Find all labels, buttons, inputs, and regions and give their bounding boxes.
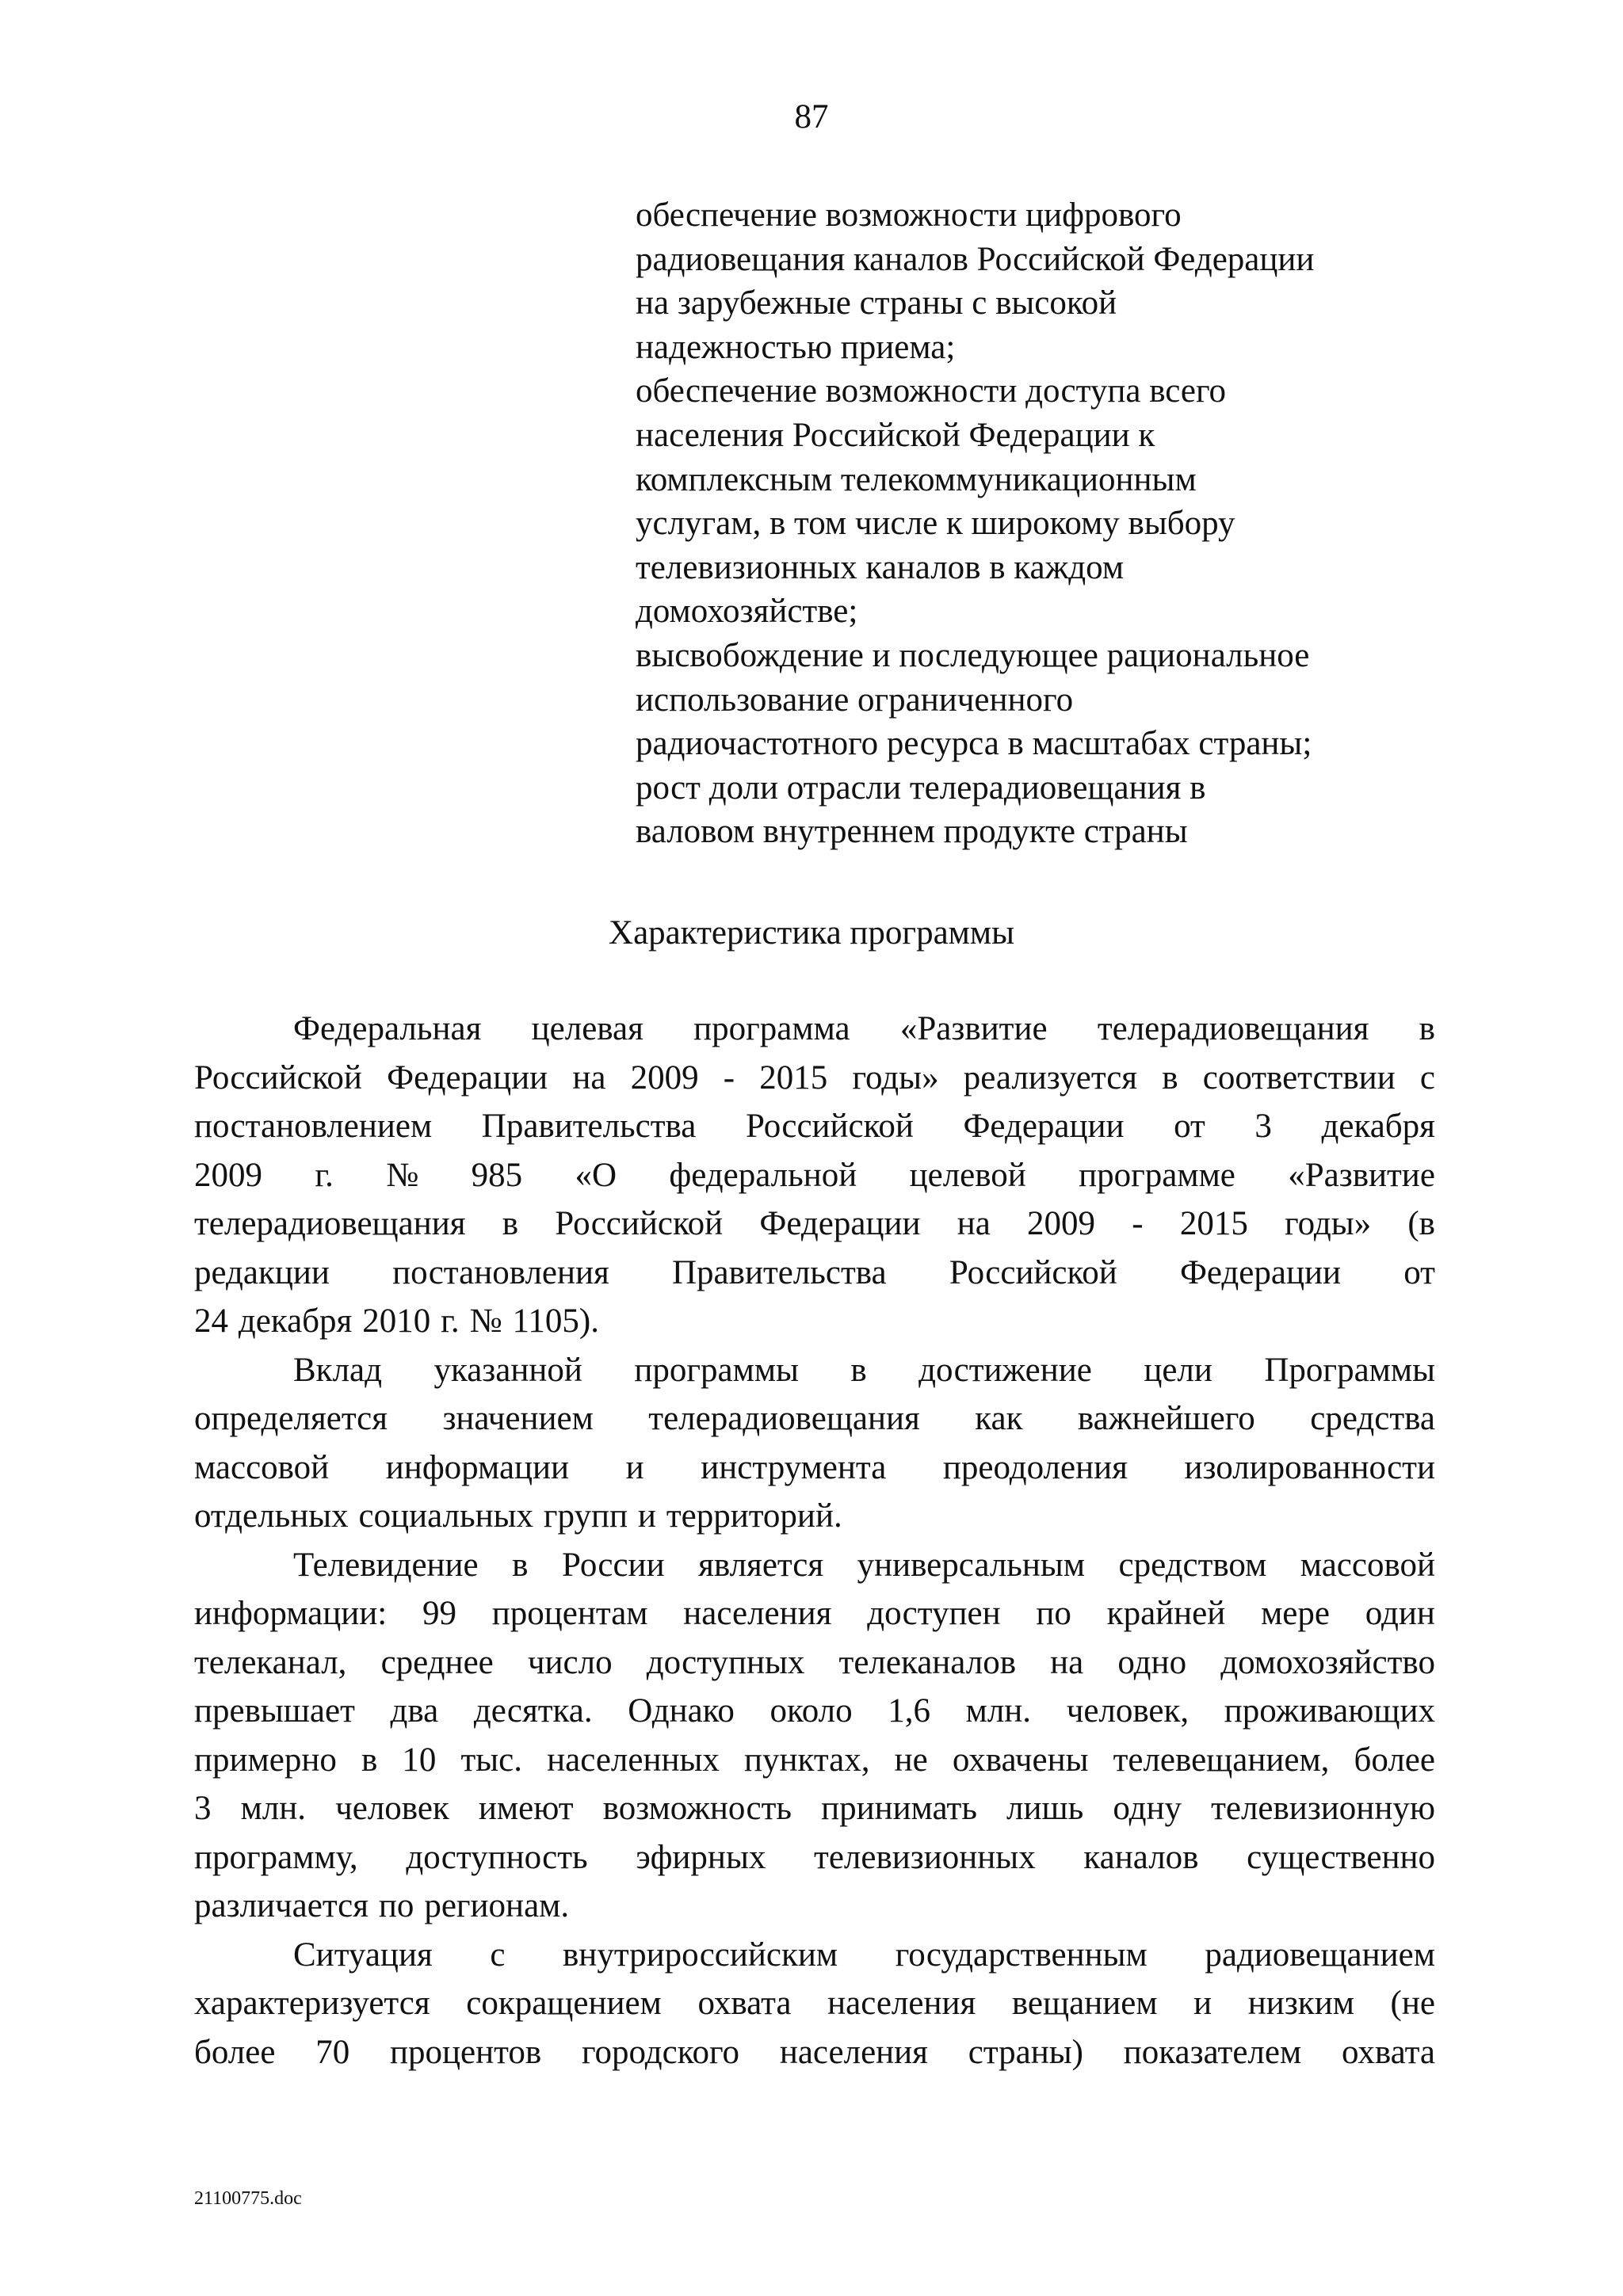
word: имеют: [478, 1790, 574, 1827]
word: Телевидение: [293, 1546, 479, 1584]
word: (не: [1390, 1985, 1435, 2022]
word: 985: [471, 1156, 523, 1194]
word: населения: [779, 2033, 928, 2071]
word: городского: [581, 2033, 740, 2071]
word: телерадиовещания: [648, 1400, 920, 1437]
word: декабря: [1321, 1108, 1435, 1145]
word: радиовещанием: [1205, 1936, 1435, 1974]
word: Однако: [628, 1692, 735, 1730]
paragraph-line: [194, 1784, 1435, 1833]
word: Российской: [555, 1205, 724, 1242]
word: -: [723, 1058, 735, 1097]
word: информации:: [194, 1595, 388, 1632]
word: является: [698, 1546, 824, 1584]
word: значением: [442, 1400, 594, 1437]
word: определяется: [194, 1400, 388, 1437]
word: от: [1403, 1253, 1435, 1291]
goals-list-line: на зарубежные страны с высокой: [636, 284, 1117, 322]
word: информации: [385, 1448, 570, 1486]
paragraph-line: [194, 1346, 1435, 1395]
word: низким: [1247, 1985, 1354, 2022]
word: как: [975, 1400, 1023, 1437]
word: различается: [194, 1887, 369, 1924]
word: на: [572, 1058, 606, 1097]
goals-list: [636, 193, 1428, 854]
paragraph-line: [194, 1589, 1435, 1638]
word: в: [502, 1205, 519, 1242]
word: характеризуется: [194, 1985, 430, 2022]
word: 10: [402, 1741, 437, 1779]
word: телерадиовещания: [1097, 1010, 1369, 1047]
word: доступность: [406, 1838, 588, 1876]
word: 2009: [194, 1156, 262, 1194]
word: 2009: [630, 1058, 699, 1097]
goals-list-line: радиовещания каналов Российской Федерации: [636, 240, 1315, 278]
word: тыс.: [460, 1741, 523, 1779]
word: сокращением: [466, 1985, 662, 2022]
word: принимать: [821, 1790, 977, 1827]
goals-list-line: услугам, в том числе к широкому выбору: [636, 505, 1235, 543]
word: универсальным: [857, 1546, 1086, 1584]
word: телеканалов: [838, 1643, 1017, 1681]
word: населенных: [547, 1741, 720, 1779]
word: №: [469, 1302, 502, 1340]
word: по: [1036, 1595, 1071, 1632]
word: Правительства: [672, 1253, 887, 1291]
paragraph-line: [194, 1541, 1435, 1590]
word: охвачены: [952, 1741, 1089, 1779]
word: программы: [634, 1351, 799, 1389]
word: (в: [1407, 1205, 1435, 1242]
paragraph-line: [194, 1444, 1435, 1493]
word: Федерации: [963, 1108, 1125, 1145]
word: №: [386, 1156, 419, 1194]
word: среднее: [380, 1643, 494, 1681]
paragraph-line: [194, 1736, 1435, 1785]
word: России: [561, 1546, 665, 1584]
word: г.: [315, 1156, 334, 1194]
goals-list-line: рост доли отрасли телерадиовещания в: [636, 769, 1206, 807]
word: одну: [1113, 1790, 1182, 1827]
paragraph-line: [194, 1492, 1435, 1541]
paragraph-line: [194, 1297, 1435, 1346]
word: человек: [335, 1790, 449, 1827]
word: процентов: [390, 2033, 542, 2071]
word: примерно: [194, 1741, 337, 1779]
word: годы»: [1285, 1205, 1372, 1242]
word: внутрироссийским: [563, 1936, 838, 1974]
paragraph-line: [194, 1199, 1435, 1249]
word: процентам: [491, 1595, 648, 1632]
word: с: [490, 1936, 506, 1974]
word: проживающих: [1224, 1692, 1435, 1730]
paragraph-line: [194, 1151, 1435, 1200]
word: «О: [575, 1156, 617, 1194]
word: в: [1419, 1010, 1435, 1047]
goals-list-line: населения Российской Федерации к: [636, 416, 1155, 454]
word: Российской: [194, 1058, 362, 1097]
page-number: 87: [794, 98, 829, 135]
word: и: [1193, 1985, 1212, 2022]
word: 3: [1254, 1108, 1272, 1145]
word: в: [361, 1741, 378, 1779]
word: постановлением: [194, 1108, 433, 1145]
word: 2015: [759, 1058, 828, 1097]
word: территорий.: [666, 1497, 842, 1535]
word: от: [1174, 1108, 1205, 1145]
word: крайней: [1106, 1595, 1226, 1632]
word: эфирных: [636, 1838, 766, 1876]
word: -: [1132, 1205, 1144, 1242]
word: Федерации: [1179, 1253, 1342, 1291]
word: реализуется: [963, 1058, 1138, 1097]
word: соответствии: [1202, 1058, 1396, 1097]
word: телеканал,: [194, 1643, 347, 1681]
word: Федеральная: [293, 1010, 482, 1047]
word: редакции: [194, 1253, 330, 1291]
section-heading: Характеристика программы: [609, 914, 1014, 952]
word: массовой: [1300, 1546, 1435, 1584]
word: инструмента: [701, 1448, 887, 1486]
paragraph-line: [194, 1638, 1435, 1688]
paragraph-line: [194, 1687, 1435, 1736]
word: каналов: [1083, 1838, 1199, 1876]
goals-list-line: надежностью приема;: [636, 328, 956, 366]
word: 1,6: [888, 1692, 930, 1730]
word: телевизионных: [814, 1838, 1036, 1876]
word: показателем: [1123, 2033, 1302, 2071]
word: лишь: [1006, 1790, 1084, 1827]
word: доступен: [867, 1595, 1001, 1632]
word: 1105).: [512, 1302, 599, 1340]
word: млн.: [240, 1790, 307, 1827]
word: телевизионную: [1211, 1790, 1435, 1827]
word: Вклад: [293, 1351, 382, 1389]
word: преодоления: [942, 1448, 1128, 1486]
word: в: [850, 1351, 867, 1389]
word: социальных: [358, 1497, 534, 1535]
word: телерадиовещания: [194, 1205, 466, 1242]
word: целевой: [909, 1156, 1026, 1194]
word: число: [527, 1643, 613, 1681]
body-text: [194, 1005, 1435, 2077]
goals-list-line: обеспечение возможности цифрового: [636, 196, 1182, 234]
word: изолированности: [1184, 1448, 1435, 1486]
word: «Развитие: [899, 1010, 1048, 1047]
word: программе: [1079, 1156, 1235, 1194]
word: возможность: [602, 1790, 792, 1827]
word: «Развитие: [1288, 1156, 1435, 1194]
word: мере: [1261, 1595, 1330, 1632]
word: отдельных: [194, 1497, 349, 1535]
word: средством: [1118, 1546, 1267, 1584]
word: населения: [827, 1985, 976, 2022]
word: два: [390, 1692, 439, 1730]
paragraph-line: [194, 1979, 1435, 2028]
goals-list-line: телевизионных каналов в каждом: [636, 548, 1125, 586]
word: в: [1162, 1058, 1178, 1097]
word: 2010: [362, 1302, 431, 1340]
paragraph-line: [194, 1249, 1435, 1298]
word: населения: [683, 1595, 832, 1632]
word: по: [378, 1887, 414, 1924]
paragraph-line: [194, 1882, 1435, 1931]
word: достижение: [918, 1351, 1092, 1389]
word: Правительства: [481, 1108, 697, 1145]
word: около: [769, 1692, 853, 1730]
word: средства: [1310, 1400, 1435, 1437]
paragraph-line: [194, 1005, 1435, 1054]
word: Федерации: [387, 1058, 548, 1097]
body-paragraph: [194, 1005, 1435, 1346]
word: важнейшего: [1077, 1400, 1255, 1437]
paragraph-line: [194, 2028, 1435, 2077]
word: цели: [1144, 1351, 1212, 1389]
word: декабря: [238, 1302, 353, 1340]
word: охвата: [697, 1985, 792, 2022]
word: с: [1419, 1058, 1435, 1097]
body-paragraph: [194, 1931, 1435, 2077]
word: страны): [968, 2033, 1083, 2071]
word: десятка.: [473, 1692, 593, 1730]
word: 99: [422, 1595, 456, 1632]
word: 70: [315, 2033, 350, 2071]
word: одно: [1117, 1643, 1187, 1681]
word: один: [1365, 1595, 1435, 1632]
paragraph-line: [194, 1931, 1435, 1980]
word: Ситуация: [293, 1936, 433, 1974]
word: вещанием: [1011, 1985, 1158, 2022]
word: 2009: [1027, 1205, 1096, 1242]
word: 2015: [1179, 1205, 1248, 1242]
word: и: [625, 1448, 644, 1486]
paragraph-line: [194, 1054, 1435, 1103]
goals-list-line: комплексным телекоммуникационным: [636, 460, 1197, 498]
goals-list-line: высвобождение и последующее рациональное: [636, 636, 1310, 674]
paragraph-line: [194, 1833, 1435, 1882]
word: человек,: [1066, 1692, 1190, 1730]
word: Федерации: [759, 1205, 921, 1242]
word: пунктах,: [744, 1741, 870, 1779]
word: указанной: [433, 1351, 582, 1389]
body-paragraph: [194, 1346, 1435, 1541]
goals-list-line: радиочастотного ресурса в масштабах страны;: [636, 725, 1312, 763]
word: не: [894, 1741, 928, 1779]
file-name-footer: 21100775.doc: [194, 2188, 302, 2209]
word: и: [637, 1497, 656, 1535]
paragraph-line: [194, 1394, 1435, 1444]
goals-list-line: домохозяйстве;: [636, 593, 858, 631]
word: целевая: [531, 1010, 643, 1047]
word: Российской: [949, 1253, 1117, 1291]
word: более: [1354, 1741, 1435, 1779]
word: массовой: [194, 1448, 330, 1486]
word: домохозяйство: [1220, 1643, 1435, 1681]
word: в: [512, 1546, 529, 1584]
word: 24: [194, 1302, 228, 1340]
word: постановления: [392, 1253, 609, 1291]
word: годы»: [852, 1058, 939, 1097]
word: млн.: [965, 1692, 1032, 1730]
word: групп: [543, 1497, 628, 1535]
word: г.: [441, 1302, 460, 1340]
goals-list-line: использование ограниченного: [636, 681, 1074, 719]
word: существенно: [1247, 1838, 1435, 1876]
body-paragraph: [194, 1541, 1435, 1931]
word: на: [1050, 1643, 1084, 1681]
word: более: [194, 2033, 276, 2071]
goals-list-line: обеспечение возможности доступа всего: [636, 372, 1227, 410]
word: охвата: [1341, 2033, 1435, 2071]
word: федеральной: [669, 1156, 857, 1194]
word: телевещанием,: [1113, 1741, 1330, 1779]
word: на: [957, 1205, 991, 1242]
word: доступных: [646, 1643, 805, 1681]
paragraph-line: [194, 1102, 1435, 1151]
word: Программы: [1264, 1351, 1435, 1389]
word: Российской: [745, 1108, 914, 1145]
goals-list-line: валовом внутреннем продукте страны: [636, 813, 1188, 851]
word: регионам.: [424, 1887, 570, 1924]
word: превышает: [194, 1692, 355, 1730]
word: 3: [194, 1790, 212, 1827]
word: программу,: [194, 1838, 358, 1876]
word: государственным: [895, 1936, 1148, 1974]
word: программа: [693, 1010, 850, 1047]
